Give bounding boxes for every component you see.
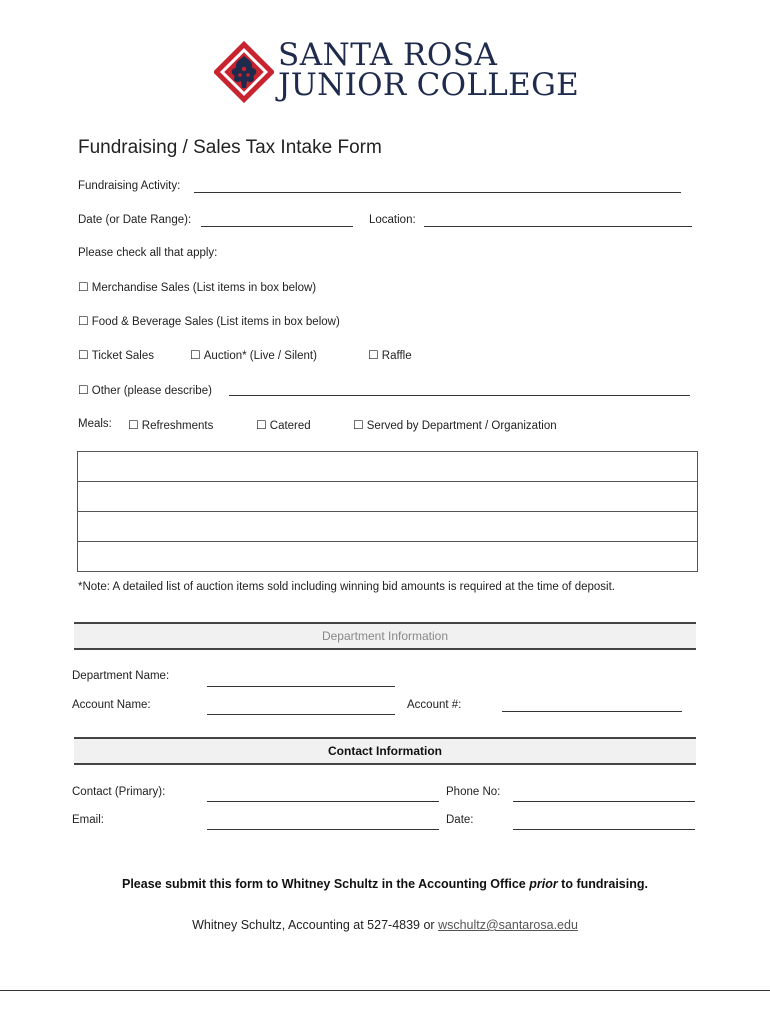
activity-field[interactable]	[194, 192, 681, 193]
checkbox-icon: ☐	[190, 348, 201, 362]
account-name-label: Account Name:	[72, 699, 151, 711]
served-label: Served by Department / Organization	[366, 420, 557, 432]
raffle-checkbox[interactable]	[368, 348, 412, 362]
catered-checkbox[interactable]	[256, 418, 311, 432]
activity-label: Fundraising Activity:	[78, 180, 181, 192]
auction-note: *Note: A detailed list of auction items sold including winning bid amounts is required at the time of deposit.	[78, 581, 615, 593]
raffle-label: Raffle	[381, 350, 412, 362]
email-link[interactable]: wschultz@santarosa.edu	[438, 918, 578, 932]
account-number-label: Account #:	[407, 699, 462, 711]
college-logo-icon	[214, 38, 274, 106]
department-name-label: Department Name:	[72, 670, 170, 682]
accounting-contact-text: Whitney Schultz, Accounting at 527-4839 or	[192, 918, 439, 932]
refreshments-checkbox[interactable]	[128, 418, 213, 432]
account-number-field[interactable]	[502, 711, 682, 712]
auction-label: Auction* (Live / Silent)	[203, 350, 317, 362]
checkbox-icon: ☐	[78, 280, 89, 294]
location-field[interactable]	[424, 226, 692, 227]
other-label: Other (please describe)	[91, 385, 212, 397]
other-checkbox[interactable]	[78, 383, 212, 397]
food-beverage-label: Food & Beverage Sales (List items in box below)	[91, 316, 340, 328]
served-checkbox[interactable]	[353, 418, 557, 432]
submit-text-emphasis: prior	[529, 877, 558, 891]
items-row[interactable]	[78, 482, 697, 512]
department-name-field[interactable]	[207, 686, 395, 687]
form-title: Fundraising / Sales Tax Intake Form	[78, 137, 382, 158]
accounting-contact	[0, 918, 770, 932]
college-name	[278, 37, 580, 103]
footer-divider	[0, 990, 770, 991]
contact-primary-field[interactable]	[207, 801, 439, 802]
check-all-instruction: Please check all that apply:	[78, 247, 218, 259]
checkbox-icon: ☐	[78, 383, 89, 397]
food-beverage-checkbox[interactable]	[78, 314, 340, 328]
date-field[interactable]	[201, 226, 353, 227]
checkbox-icon: ☐	[78, 348, 89, 362]
account-name-field[interactable]	[207, 714, 395, 715]
date-label: Date (or Date Range):	[78, 214, 192, 226]
checkbox-icon: ☐	[128, 418, 139, 432]
catered-label: Catered	[269, 420, 311, 432]
merchandise-checkbox[interactable]	[78, 280, 316, 294]
other-description-field[interactable]	[229, 395, 690, 396]
items-row[interactable]	[78, 542, 697, 572]
email-label: Email:	[72, 814, 104, 826]
submit-text-after: to fundraising.	[557, 877, 648, 891]
location-label: Location:	[369, 214, 416, 226]
checkbox-icon: ☐	[256, 418, 267, 432]
refreshments-label: Refreshments	[141, 420, 214, 432]
submit-text-before: Please submit this form to Whitney Schultz in the Accounting Office	[122, 877, 530, 891]
merchandise-label: Merchandise Sales (List items in box below)	[91, 282, 317, 294]
phone-field[interactable]	[513, 801, 695, 802]
date-contact-field[interactable]	[513, 829, 695, 830]
items-row[interactable]	[78, 512, 697, 542]
auction-checkbox[interactable]	[190, 348, 317, 362]
phone-label: Phone No:	[446, 786, 501, 798]
department-section-header: Department Information	[74, 622, 696, 650]
ticket-sales-checkbox[interactable]	[78, 348, 154, 362]
checkbox-icon: ☐	[78, 314, 89, 328]
logo-line-2: JUNIOR COLLEGE	[278, 67, 580, 103]
submit-instruction	[0, 877, 770, 891]
contact-section-header: Contact Information	[74, 737, 696, 765]
checkbox-icon: ☐	[368, 348, 379, 362]
email-field[interactable]	[207, 829, 439, 830]
logo-line-1: SANTA ROSA	[278, 37, 498, 73]
date-contact-label: Date:	[446, 814, 474, 826]
items-row[interactable]	[78, 452, 697, 482]
meals-label: Meals:	[78, 418, 112, 430]
ticket-sales-label: Ticket Sales	[91, 350, 154, 362]
items-list-table	[77, 451, 698, 572]
checkbox-icon: ☐	[353, 418, 364, 432]
contact-primary-label: Contact (Primary):	[72, 786, 166, 798]
